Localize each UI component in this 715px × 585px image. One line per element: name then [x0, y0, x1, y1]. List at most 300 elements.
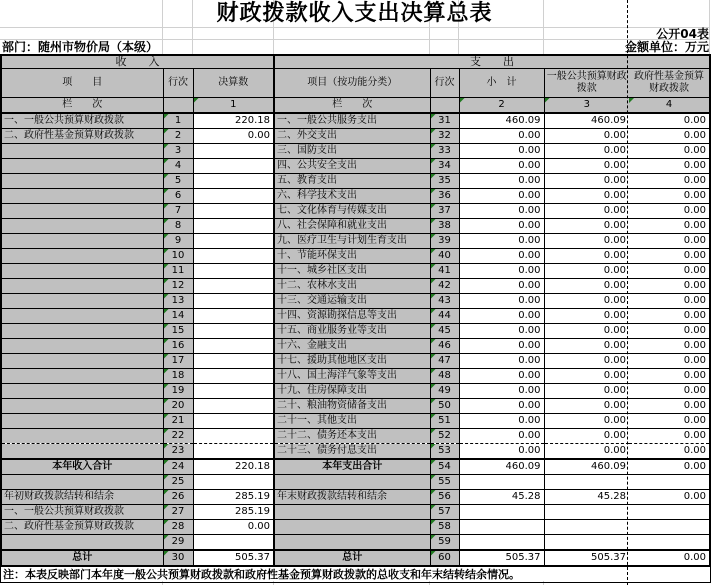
- expense-item-cell: 二十、粮油物资储备支出: [274, 399, 430, 414]
- green-triangle-icon: [164, 339, 169, 344]
- row-number: 51: [438, 415, 451, 426]
- expense-item-cell: 十五、商业服务业等支出: [274, 324, 430, 339]
- expense-item-cell: 九、医疗卫生与计划生育支出: [274, 234, 430, 249]
- expense-subtotal-cell: [459, 505, 544, 520]
- green-triangle-icon: [164, 144, 169, 149]
- expense-fund-cell: 0.00: [629, 429, 710, 444]
- expense-fund-cell: 0.00: [629, 144, 710, 159]
- green-triangle-icon: [431, 339, 436, 344]
- green-triangle-icon: [431, 520, 436, 525]
- row-number: 38: [438, 220, 451, 231]
- row-number: 57: [438, 506, 451, 517]
- expense-subtotal-cell: 460.09: [459, 459, 544, 475]
- expense-item-cell: 十、节能环保支出: [274, 249, 430, 264]
- expense-item-cell: 十七、援助其他地区支出: [274, 354, 430, 369]
- green-triangle-icon: [164, 264, 169, 269]
- green-triangle-icon: [164, 294, 169, 299]
- income-item-cell: [1, 414, 163, 429]
- expense-rowno-cell: [430, 264, 459, 279]
- green-triangle-icon: [164, 309, 169, 314]
- expense-item-cell: 二十一、其他支出: [274, 414, 430, 429]
- footnote: 注：本表反映部门本年度一般公共预算财政拨款和政府性基金预算财政拨款的总收支和年末结转结余情况。: [0, 567, 711, 583]
- expense-subtotal-cell: 0.00: [459, 234, 544, 249]
- expense-item-cell: 四、公共安全支出: [274, 159, 430, 174]
- row-number: 9: [174, 235, 182, 246]
- green-triangle-icon: [164, 490, 169, 495]
- expense-fund-cell: 0.00: [629, 369, 710, 384]
- expense-fund-cell: [629, 520, 710, 535]
- table-row: [1, 234, 710, 249]
- income-item-cell: [1, 475, 163, 490]
- row-number: 52: [438, 430, 451, 441]
- income-value-cell: [193, 189, 274, 204]
- expense-rowno-cell: [430, 444, 459, 460]
- income-item-cell: [1, 399, 163, 414]
- row-number: 39: [438, 235, 451, 246]
- expense-fund-cell: 0.00: [629, 159, 710, 174]
- expense-subtotal-cell: 45.28: [459, 490, 544, 505]
- table-row: [1, 159, 710, 174]
- row-number: 1: [174, 115, 182, 126]
- expense-rowno-cell: [430, 144, 459, 159]
- expense-rowno-cell: [430, 324, 459, 339]
- table-row: [1, 144, 710, 159]
- expense-general-cell: 0.00: [544, 189, 629, 204]
- expense-fund-cell: 0.00: [629, 399, 710, 414]
- expense-subtotal-cell: [459, 475, 544, 490]
- green-triangle-icon: [431, 354, 436, 359]
- row-number: 3: [174, 145, 182, 156]
- expense-item-cell: [274, 535, 430, 551]
- table-body: [1, 113, 710, 566]
- green-triangle-icon: [431, 279, 436, 284]
- green-triangle-icon: [164, 234, 169, 239]
- expense-fund-cell: [629, 505, 710, 520]
- green-triangle-icon: [164, 114, 169, 119]
- row-number: 20: [171, 400, 185, 411]
- expense-subtotal-cell: 0.00: [459, 129, 544, 144]
- green-triangle-icon: [431, 219, 436, 224]
- income-rowno-cell: [163, 354, 193, 369]
- row-number: 18: [171, 370, 185, 381]
- table-row: [1, 369, 710, 384]
- income-item-cell: [1, 309, 163, 324]
- expense-fund-cell: 0.00: [629, 129, 710, 144]
- green-triangle-icon: [431, 399, 436, 404]
- expense-general-cell: [544, 535, 629, 551]
- table-row: [1, 505, 710, 520]
- green-triangle-icon: [431, 204, 436, 209]
- expense-rowno-cell: [430, 113, 459, 129]
- expense-rowno-cell: [430, 279, 459, 294]
- row-number: 56: [438, 491, 451, 502]
- income-item-cell: 一、一般公共预算财政拨款: [1, 113, 163, 129]
- expense-fund-cell: 0.00: [629, 249, 710, 264]
- green-triangle-icon: [164, 505, 169, 510]
- income-rowno-cell: [163, 309, 193, 324]
- green-triangle-icon: [431, 144, 436, 149]
- income-rowno-cell: [163, 339, 193, 354]
- table-row: [1, 444, 710, 460]
- income-value-cell: [193, 174, 274, 189]
- row-number: 12: [171, 280, 185, 291]
- expense-subtotal-cell: 0.00: [459, 339, 544, 354]
- expense-item-cell: 本年支出合计: [274, 459, 430, 475]
- green-triangle-icon: [164, 159, 169, 164]
- row-number: 6: [174, 190, 182, 201]
- income-item-cell: [1, 444, 163, 460]
- row-number: 13: [171, 295, 185, 306]
- table-row: [1, 204, 710, 219]
- column-index-1: [193, 98, 274, 114]
- expense-general-cell: 0.00: [544, 414, 629, 429]
- table-row: [1, 429, 710, 444]
- row-number: 36: [438, 190, 451, 201]
- expense-general-cell: 460.09: [544, 113, 629, 129]
- green-triangle-icon: [431, 414, 436, 419]
- income-value-cell: [193, 219, 274, 234]
- row-number: 48: [438, 370, 451, 381]
- income-item-cell: [1, 234, 163, 249]
- row-number: 29: [171, 536, 185, 547]
- income-rowno-cell: [163, 279, 193, 294]
- expense-subtotal-cell: [459, 535, 544, 551]
- expense-fund-cell: 0.00: [629, 550, 710, 566]
- income-value-cell: [193, 309, 274, 324]
- income-value-cell: 220.18: [193, 459, 274, 475]
- row-number: 37: [438, 205, 451, 216]
- gov-fund-header: 政府性基金预算财政拨款: [629, 69, 710, 98]
- column-index-4: [629, 98, 710, 114]
- expense-subtotal-cell: [459, 520, 544, 535]
- income-item-cell: 二、政府性基金预算财政拨款: [1, 520, 163, 535]
- expense-rowno-cell: [430, 384, 459, 399]
- table-row: [1, 384, 710, 399]
- table-row: [1, 324, 710, 339]
- table-row: [1, 294, 710, 309]
- expense-fund-cell: 0.00: [629, 279, 710, 294]
- income-value-cell: [193, 475, 274, 490]
- income-rowno-cell: [163, 113, 193, 129]
- table-row: [1, 490, 710, 505]
- income-rowno-cell: [163, 490, 193, 505]
- expense-item-cell: [274, 520, 430, 535]
- green-triangle-icon: [194, 98, 199, 103]
- expense-general-cell: 0.00: [544, 234, 629, 249]
- table-row: [1, 520, 710, 535]
- row-number: 40: [438, 250, 451, 261]
- income-item-cell: [1, 189, 163, 204]
- expense-item-cell: 十二、农林水支出: [274, 279, 430, 294]
- income-rowno-cell: [163, 550, 193, 566]
- green-triangle-icon: [431, 384, 436, 389]
- income-rowno-cell: [163, 399, 193, 414]
- column-index-3: [544, 98, 629, 114]
- income-item-cell: [1, 294, 163, 309]
- statement-table-wrapper: [0, 54, 711, 583]
- income-rowno-cell: [163, 475, 193, 490]
- expense-fund-cell: [629, 475, 710, 490]
- expense-subtotal-cell: 0.00: [459, 384, 544, 399]
- row-number: 59: [438, 536, 451, 547]
- expense-item-cell: [274, 475, 430, 490]
- income-item-cell: [1, 159, 163, 174]
- table-row: [1, 113, 710, 129]
- income-rowno-cell: [163, 520, 193, 535]
- income-value-cell: [193, 324, 274, 339]
- expense-general-cell: 0.00: [544, 384, 629, 399]
- green-triangle-icon: [164, 204, 169, 209]
- row-number: 15: [171, 325, 185, 336]
- green-triangle-icon: [164, 129, 169, 134]
- form-code: 公开04表: [656, 27, 709, 41]
- expense-item-cell: 十三、交通运输支出: [274, 294, 430, 309]
- expense-item-cell: 八、社会保障和就业支出: [274, 219, 430, 234]
- income-value-cell: [193, 204, 274, 219]
- expense-item-cell: 十八、国土海洋气象等支出: [274, 369, 430, 384]
- expense-general-cell: [544, 520, 629, 535]
- expense-rowno-cell: [430, 354, 459, 369]
- income-value-cell: 220.18: [193, 113, 274, 129]
- income-item-cell: [1, 144, 163, 159]
- expense-rowno-cell: [430, 249, 459, 264]
- row-number: 14: [171, 310, 185, 321]
- table-row: [1, 399, 710, 414]
- table-row: [1, 550, 710, 566]
- income-rowno-cell: [163, 369, 193, 384]
- income-item-cell: [1, 339, 163, 354]
- expense-fund-cell: 0.00: [629, 174, 710, 189]
- table-row: [1, 279, 710, 294]
- expense-general-cell: 0.00: [544, 249, 629, 264]
- income-item-cell: [1, 174, 163, 189]
- department-label: 部门：随州市物价局（本级）: [2, 40, 159, 54]
- expense-general-cell: 0.00: [544, 219, 629, 234]
- expense-item-cell: 十六、金融支出: [274, 339, 430, 354]
- table-row: [1, 459, 710, 475]
- table-row: [1, 309, 710, 324]
- expense-fund-cell: 0.00: [629, 339, 710, 354]
- income-rowno-cell: [163, 129, 193, 144]
- row-number: 45: [438, 325, 451, 336]
- income-rowno-cell: [163, 219, 193, 234]
- green-triangle-icon: [164, 384, 169, 389]
- gridline: [709, 0, 710, 54]
- row-number: 35: [438, 175, 451, 186]
- green-triangle-icon: [164, 399, 169, 404]
- expense-rowno-cell: [430, 505, 459, 520]
- row-number: 58: [438, 521, 451, 532]
- income-value-cell: [193, 384, 274, 399]
- green-triangle-icon: [431, 429, 436, 434]
- expense-rowno-cell: [430, 174, 459, 189]
- expense-general-cell: 505.37: [544, 550, 629, 566]
- income-rowno-cell: [163, 189, 193, 204]
- income-item-cell: [1, 204, 163, 219]
- income-rowno-cell: [163, 264, 193, 279]
- expense-item-cell: 年末财政拨款结转和结余: [274, 490, 430, 505]
- expense-group-header: 支 出: [274, 55, 710, 69]
- expense-fund-cell: 0.00: [629, 204, 710, 219]
- column-index-number: 1: [230, 99, 237, 110]
- row-number: 46: [438, 340, 451, 351]
- green-triangle-icon: [164, 535, 169, 540]
- subtotal-header: 小 计: [459, 69, 544, 98]
- green-triangle-icon: [431, 129, 436, 134]
- green-triangle-icon: [164, 324, 169, 329]
- expense-item-cell: 二、外交支出: [274, 129, 430, 144]
- income-value-cell: 505.37: [193, 550, 274, 566]
- table-row: [1, 174, 710, 189]
- income-item-cell: 二、政府性基金预算财政拨款: [1, 129, 163, 144]
- row-number: 30: [171, 552, 185, 563]
- expense-fund-cell: 0.00: [629, 459, 710, 475]
- column-index-number: 2: [498, 99, 505, 110]
- green-triangle-icon: [164, 279, 169, 284]
- green-triangle-icon: [164, 249, 169, 254]
- expense-rowno-cell: [430, 535, 459, 551]
- income-item-cell: [1, 354, 163, 369]
- expense-fund-cell: 0.00: [629, 234, 710, 249]
- green-triangle-icon: [164, 174, 169, 179]
- expense-subtotal-cell: 0.00: [459, 399, 544, 414]
- unit-label: 金额单位：万元: [624, 40, 709, 54]
- expense-general-cell: 0.00: [544, 444, 629, 460]
- expense-item-header: 项目（按功能分类）: [274, 69, 430, 98]
- column-index-number: 3: [583, 99, 590, 110]
- row-number: 19: [171, 385, 185, 396]
- expense-fund-cell: 0.00: [629, 294, 710, 309]
- expense-fund-cell: 0.00: [629, 189, 710, 204]
- expense-rowno-cell: [430, 189, 459, 204]
- row-number: 47: [438, 355, 451, 366]
- green-triangle-icon: [431, 490, 436, 495]
- expense-subtotal-cell: 0.00: [459, 414, 544, 429]
- row-number: 42: [438, 280, 451, 291]
- expense-rowno-cell: [430, 219, 459, 234]
- row-number: 41: [438, 265, 451, 276]
- table-row: [1, 475, 710, 490]
- expense-subtotal-cell: 460.09: [459, 113, 544, 129]
- income-rowno-cell: [163, 234, 193, 249]
- row-number: 49: [438, 385, 451, 396]
- expense-fund-cell: [629, 535, 710, 551]
- income-value-cell: [193, 535, 274, 551]
- income-value-cell: [193, 159, 274, 174]
- expense-general-cell: 0.00: [544, 129, 629, 144]
- expense-fund-cell: 0.00: [629, 490, 710, 505]
- expense-rowno-cell: [430, 399, 459, 414]
- table-row: [1, 535, 710, 551]
- expense-fund-cell: 0.00: [629, 384, 710, 399]
- table-row: [1, 264, 710, 279]
- expense-subtotal-cell: 0.00: [459, 174, 544, 189]
- column-header-row: [1, 69, 710, 98]
- table-row: [1, 249, 710, 264]
- table-row: [1, 189, 710, 204]
- expense-general-cell: 0.00: [544, 159, 629, 174]
- row-number: 21: [171, 415, 185, 426]
- green-triangle-icon: [164, 414, 169, 419]
- row-number: 54: [438, 461, 451, 472]
- income-rowno-cell: [163, 414, 193, 429]
- income-value-cell: [193, 369, 274, 384]
- expense-fund-cell: 0.00: [629, 113, 710, 129]
- income-rowno-cell: [163, 144, 193, 159]
- expense-rowno-header: 行次: [430, 69, 459, 98]
- expense-rowno-cell: [430, 294, 459, 309]
- blank-cell: [163, 98, 193, 114]
- green-triangle-icon: [164, 444, 169, 449]
- expense-fund-cell: 0.00: [629, 324, 710, 339]
- income-value-cell: [193, 444, 274, 460]
- income-rowno-cell: [163, 324, 193, 339]
- green-triangle-icon: [164, 520, 169, 525]
- income-rowno-cell: [163, 429, 193, 444]
- income-value-cell: [193, 234, 274, 249]
- green-triangle-icon: [431, 264, 436, 269]
- table-row: [1, 354, 710, 369]
- income-rowno-header: 行次: [163, 69, 193, 98]
- row-number: 44: [438, 310, 451, 321]
- income-value-cell: [193, 279, 274, 294]
- row-number: 16: [171, 340, 185, 351]
- income-item-cell: [1, 249, 163, 264]
- income-item-cell: 一、一般公共预算财政拨款: [1, 505, 163, 520]
- row-number: 17: [171, 355, 185, 366]
- green-triangle-icon: [431, 505, 436, 510]
- green-triangle-icon: [164, 189, 169, 194]
- expense-item-cell: 七、文化体育与传媒支出: [274, 204, 430, 219]
- income-value-cell: [193, 294, 274, 309]
- green-triangle-icon: [431, 189, 436, 194]
- row-number: 23: [171, 445, 185, 456]
- expense-subtotal-cell: 0.00: [459, 444, 544, 460]
- income-item-cell: [1, 264, 163, 279]
- row-number: 5: [174, 175, 182, 186]
- row-number: 11: [171, 265, 185, 276]
- expense-subtotal-cell: 0.00: [459, 324, 544, 339]
- expense-subtotal-cell: 0.00: [459, 159, 544, 174]
- expense-subtotal-cell: 0.00: [459, 189, 544, 204]
- green-triangle-icon: [431, 551, 436, 556]
- income-item-cell: [1, 369, 163, 384]
- income-value-cell: [193, 414, 274, 429]
- expense-item-cell: 二十三、债务付息支出: [274, 444, 430, 460]
- expense-rowno-cell: [430, 520, 459, 535]
- expense-rowno-cell: [430, 550, 459, 566]
- column-index-number: 4: [665, 99, 673, 110]
- green-triangle-icon: [545, 98, 550, 103]
- green-triangle-icon: [431, 294, 436, 299]
- green-triangle-icon: [431, 369, 436, 374]
- row-number: 60: [438, 552, 451, 563]
- expense-general-cell: 460.09: [544, 459, 629, 475]
- row-number: 32: [438, 130, 451, 141]
- income-item-cell: [1, 384, 163, 399]
- income-rowno-cell: [163, 174, 193, 189]
- green-triangle-icon: [164, 219, 169, 224]
- expense-rowno-cell: [430, 309, 459, 324]
- table-row: [1, 219, 710, 234]
- income-value-cell: 0.00: [193, 520, 274, 535]
- table-row: [1, 414, 710, 429]
- green-triangle-icon: [431, 309, 436, 314]
- green-triangle-icon: [431, 460, 436, 465]
- expense-subtotal-cell: 0.00: [459, 204, 544, 219]
- expense-rowno-cell: [430, 234, 459, 249]
- row-number: 34: [438, 160, 451, 171]
